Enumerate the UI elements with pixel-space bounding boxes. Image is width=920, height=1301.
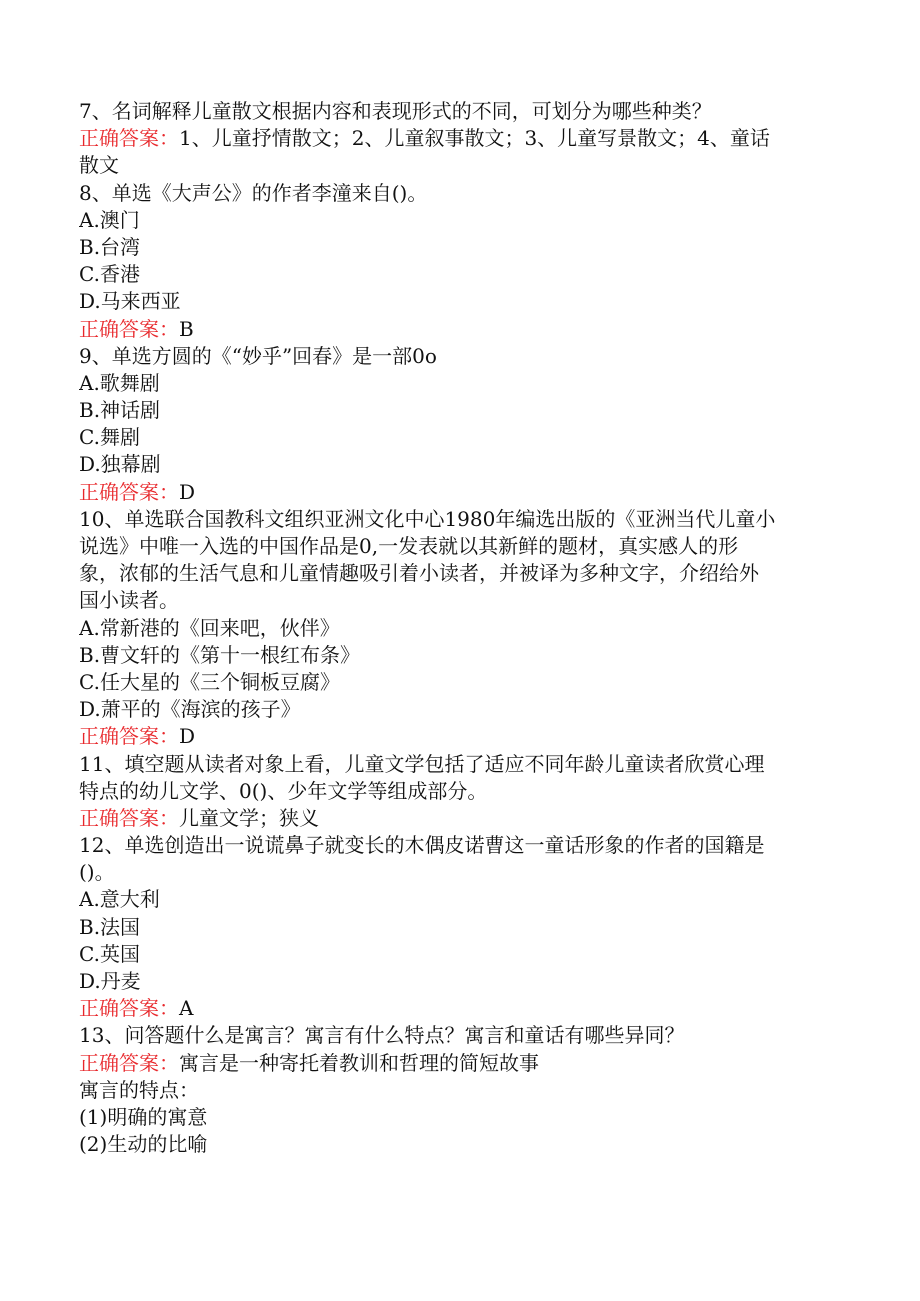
- text-line: [79, 859, 839, 886]
- line-text: B.曹文轩的《第十一根红布条》: [79, 642, 361, 667]
- answer-label: 正确答案：: [79, 126, 179, 151]
- text-line: [79, 533, 839, 560]
- text-line: [79, 914, 839, 941]
- line-text: 11、填空题从读者对象上看，儿童文学包括了适应不同年龄儿童读者欣赏心理: [79, 751, 765, 776]
- text-line: [79, 288, 839, 315]
- text-line: [79, 506, 839, 533]
- line-text: 特点的幼儿文学、0()、少年文学等组成部分。: [79, 778, 488, 803]
- answer-text: B: [179, 316, 194, 341]
- text-line: [79, 397, 839, 424]
- line-text: C.任大星的《三个铜板豆腐》: [79, 669, 340, 694]
- text-line: [79, 180, 839, 207]
- line-text: 8、单选《大声公》的作者李潼来自()。: [79, 180, 428, 205]
- text-line: [79, 669, 839, 696]
- line-text: A.澳门: [79, 207, 140, 232]
- line-text: 寓言的特点：: [79, 1077, 199, 1102]
- text-line: [79, 370, 839, 397]
- line-text: 象，浓郁的生活气息和儿童情趣吸引着小读者，并被译为多种文字，介绍给外: [79, 561, 759, 586]
- text-line: [79, 152, 839, 179]
- answer-label: 正确答案：: [79, 1050, 179, 1075]
- answer-line: [79, 125, 839, 152]
- line-text: 散文: [79, 153, 119, 178]
- answer-label: 正确答案：: [79, 316, 179, 341]
- text-line: [79, 886, 839, 913]
- answer-label: 正确答案：: [79, 805, 179, 830]
- line-text: 7、名词解释儿童散文根据内容和表现形式的不同，可划分为哪些种类？: [79, 99, 712, 123]
- text-line: [79, 1022, 839, 1049]
- document-page: [79, 98, 839, 1158]
- text-line: [79, 98, 839, 125]
- line-text: D.独幕剧: [79, 452, 161, 477]
- answer-line: [79, 479, 839, 506]
- text-line: [79, 968, 839, 995]
- answer-text: 儿童文学；狭义: [179, 805, 319, 830]
- line-text: D.马来西亚: [79, 289, 181, 314]
- text-line: [79, 696, 839, 723]
- line-text: 说选》中唯一入选的中国作品是0,一发表就以其新鲜的题材，真实感人的形: [79, 534, 739, 558]
- text-line: [79, 778, 839, 805]
- answer-line: [79, 1050, 839, 1077]
- line-text: 9、单选方圆的《“妙乎”回春》是一部0o: [79, 343, 437, 368]
- line-text: (1)明确的寓意: [79, 1104, 208, 1129]
- line-text: 10、单选联合国教科文组织亚洲文化中心1980年编选出版的《亚洲当代儿童小: [79, 506, 776, 531]
- line-text: 12、单选创造出一说谎鼻子就变长的木偶皮诺曹这一童话形象的作者的国籍是: [79, 833, 765, 858]
- line-text: B.法国: [79, 914, 141, 939]
- text-line: [79, 751, 839, 778]
- answer-label: 正确答案：: [79, 724, 179, 749]
- answer-line: [79, 805, 839, 832]
- line-text: B.神话剧: [79, 398, 161, 423]
- text-line: [79, 615, 839, 642]
- line-text: A.意大利: [79, 887, 160, 912]
- line-text: D.萧平的《海滨的孩子》: [79, 697, 301, 722]
- text-line: [79, 207, 839, 234]
- answer-line: [79, 995, 839, 1022]
- answer-text: D: [179, 724, 196, 749]
- answer-line: [79, 723, 839, 750]
- answer-line: [79, 316, 839, 343]
- text-line: [79, 1077, 839, 1104]
- answer-text: A: [179, 996, 194, 1021]
- text-line: [79, 560, 839, 587]
- text-line: [79, 587, 839, 614]
- answer-label: 正确答案：: [79, 996, 179, 1021]
- text-line: [79, 642, 839, 669]
- text-line: [79, 343, 839, 370]
- answer-text: 寓言是一种寄托着教训和哲理的简短故事: [179, 1050, 539, 1075]
- text-line: [79, 451, 839, 478]
- line-text: B.台湾: [79, 234, 141, 259]
- text-line: [79, 1131, 839, 1158]
- line-text: C.舞剧: [79, 425, 140, 450]
- answer-text: D: [179, 479, 196, 504]
- line-text: C.英国: [79, 941, 140, 966]
- line-text: 13、问答题什么是寓言？寓言有什么特点？寓言和童话有哪些异同？: [79, 1023, 685, 1048]
- line-text: ()。: [79, 860, 115, 885]
- line-text: A.歌舞剧: [79, 370, 160, 395]
- text-line: [79, 261, 839, 288]
- line-text: A.常新港的《回来吧，伙伴》: [79, 615, 340, 640]
- line-text: C.香港: [79, 262, 140, 287]
- text-line: [79, 1104, 839, 1131]
- text-line: [79, 832, 839, 859]
- answer-text: 1、儿童抒情散文；2、儿童叙事散文；3、儿童写景散文；4、童话: [179, 126, 770, 151]
- text-line: [79, 424, 839, 451]
- line-text: 国小读者。: [79, 588, 179, 613]
- line-text: (2)生动的比喻: [79, 1132, 208, 1157]
- line-text: D.丹麦: [79, 969, 141, 993]
- text-line: [79, 941, 839, 968]
- answer-label: 正确答案：: [79, 479, 179, 504]
- text-line: [79, 234, 839, 261]
